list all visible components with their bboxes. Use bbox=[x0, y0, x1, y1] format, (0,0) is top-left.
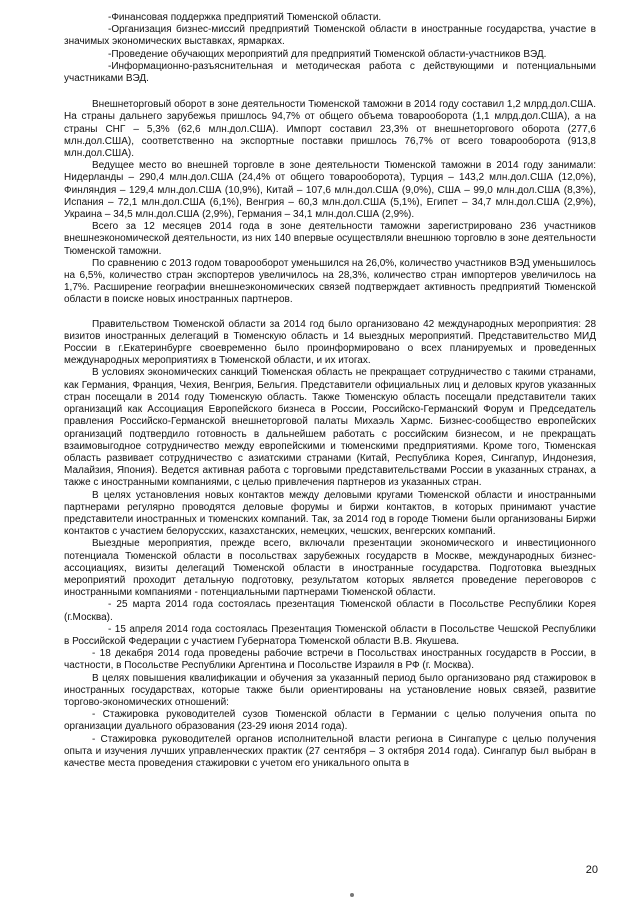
paragraph-international-events: Правительством Тюменской области за 2014 год было организовано 42 международных мероприятия: 28 визитов иностранных делегаций в Тюменскую область и 14 выездных мероприятий. Представительство МИД России в г.Екатеринбурге своевременно было проинформировано о всех планируемых и проведенных международных мероприятиях в Тюменской области, и их итогах. bbox=[64, 318, 596, 367]
list-item: - Стажировка руководителей сузов Тюменской области в Германии с целью получения опыта по организации дуального образования (23-29 июня 2014 года). bbox=[64, 709, 596, 733]
list-item: - 18 декабря 2014 года проведены рабочие встречи в Посольствах иностранных государств в России, в частности, в Посольстве Республики Аргентина и Посольстве Израиля в РФ (г. Москва). bbox=[64, 648, 596, 672]
paragraph-sanctions-cooperation: В условиях экономических санкций Тюменская область не прекращает сотрудничество с такими странами, как Германия, Франция, Чехия, Венгрия, Бельгия. Представители официальных лиц и деловых кругов указанных стран посещали в 2014 году Тюменскую область. Также Тюменскую область посещали представители таких организаций как Ассоциация Европейского бизнеса в России, Российско-Германский Форум и Председатель правления Российско-Германской внешнеторговой палаты Михаэль Хармс. Бизнес-сообщество европейских организаций подтвердило готовность в дальнейшем работать с российским бизнесом, и не прекращать взаимовыгодное сотрудничество между европейскими и тюменскими предприятиями. Кроме того, Тюменская область развивает сотрудничество с азиатскими странами (Китай, Республика Корея, Сингапур, Индонезия, Малайзия, Япония). Ведется активная работа с торговыми представительствами России в указанных странах, а также с иностранными компаниями, с целью привлечения партнеров из указанных стран. bbox=[64, 367, 596, 489]
paragraph-registered-participants: Всего за 12 месяцев 2014 года в зоне деятельности таможни зарегистрировано 236 участников внешнеэкономической деятельности, из них 140 впервые осуществляли внешнюю торговлю в зоне деятельности Тюменской таможни. bbox=[64, 221, 596, 257]
list-item: -Организация бизнес-миссий предприятий Тюменской области в иностранные государства, участие в значимых экономических выставках, ярмарках. bbox=[64, 24, 596, 48]
list-item: -Проведение обучающих мероприятий для предприятий Тюменской области-участников ВЭД. bbox=[108, 48, 547, 60]
paragraph-trade-turnover: Внешнеторговый оборот в зоне деятельности Тюменской таможни в 2014 году составил 1,2 млрд.дол.США. На страны дальнего зарубежья пришлось 94,7% от общего объема товарооборота (1,1 млрд.дол.США), а на страны СНГ – 5,3% (62,6 млн.дол.США). Импорт составил 23,3% от внешнеторгового оборота (277,6 млн.дол.США), соответственно на экспортные поставки пришлось 76,7% от всего товарооборота (913,8 млн.дол.США). bbox=[64, 99, 596, 160]
paragraph-outbound-events: Выездные мероприятия, прежде всего, включали презентации экономического и инвестиционного потенциала Тюменской области в посольствах зарубежных государств в Москве, международных бизнес-ассоциациях, визиты делегаций Тюменской области в иностранные государства. Подготовка выездных мероприятий проходит детальную подготовку, результатом которых является проведение переговоров с иностранными компаниями - потенциальными партнерами Тюменской области. bbox=[64, 538, 596, 599]
page-number: 20 bbox=[585, 864, 598, 876]
list-item: - 15 апреля 2014 года состоялась Презентация Тюменской области в Посольстве Чешской Республики в Российской Федерации с участием Губернатора Тюменской области В.В. Якушева. bbox=[64, 623, 596, 647]
list-item: - 25 марта 2014 года состоялась презентация Тюменской области в Посольстве Республики Корея (г.Москва). bbox=[64, 599, 596, 623]
list-item: -Финансовая поддержка предприятий Тюменской области. bbox=[108, 12, 382, 23]
paragraph-leading-partners: Ведущее место во внешней торговле в зоне деятельности Тюменской таможни в 2014 году занимали: Нидерланды – 290,4 млн.дол.США (24,4% от общего товарооборота), Турция – 143,2 млн.дол.США (12,0%), Финляндия – 129,4 млн.дол.США (10,9%), Китай – 107,6 млн.дол.США (9,0%), США – 99,0 млн.дол.США (8,3%), Испания – 72,1 млн.дол.США (6,1%), Венгрия – 60,3 млн.дол.США (5,1%), Египет – 34,7 млн.дол.США (2,9%), Украина – 34,5 млн.дол.США (2,9%), Германия – 34,1 млн.дол.США (2,9%). bbox=[64, 160, 596, 221]
paragraph-business-contacts: В целях установления новых контактов между деловыми кругами Тюменской области и иностранными партнерами регулярно проводятся деловые форумы и биржи контактов, в которых принимают участие представители иностранных и тюменских компаний. Так, за 2014 год в городе Тюмени были организованы Биржи контактов с участием белорусских, казахстанских, немецких, чешских, венгерских компаний. bbox=[64, 489, 596, 538]
list-item: - Стажировка руководителей органов исполнительной власти региона в Сингапуре с целью получения опыта и изучения лучших управленческих практик (27 сентября – 3 октября 2014 года). Сингапур был выбран в качестве места проведения стажировки с учетом его уникального опыта в bbox=[64, 733, 596, 769]
paragraph-comparison-2013: По сравнению с 2013 годом товарооборот уменьшился на 26,0%, количество участников ВЭД уменьшилось на 6,5%, количество стран экспортеров увеличилось на 28,3%, количество стран импортеров увеличилось на 1,7%. Расширение географии внешнеэкономических связей подтверждает активность предприятий Тюменской области в поиске новых иностранных партнеров. bbox=[64, 257, 596, 306]
scan-artifact bbox=[350, 893, 354, 897]
list-item: -Информационно-разъяснительная и методическая работа с действующими и потенциальными участниками ВЭД. bbox=[64, 60, 596, 85]
document-body bbox=[64, 12, 596, 770]
paragraph-training: В целях повышения квалификации и обучения за указанный период было организовано ряд стажировок в иностранных государствах, которые также были ориентированы на установление новых связей, развитие торгово-экономических отношений: bbox=[64, 672, 596, 708]
